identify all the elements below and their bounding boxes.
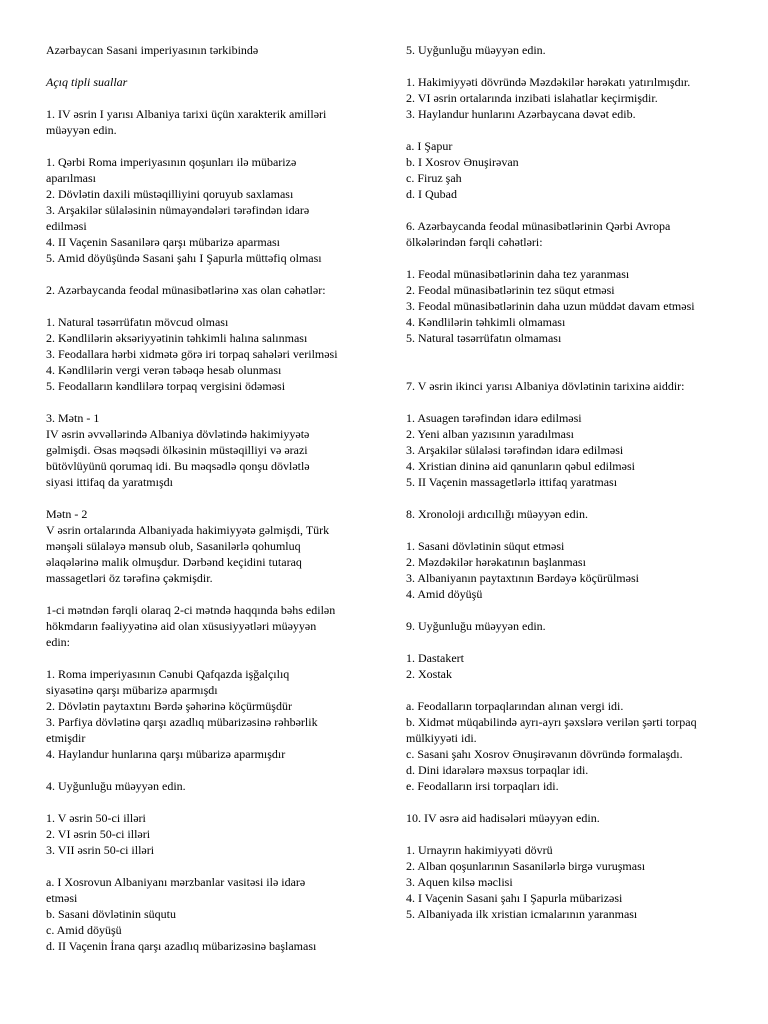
text-line: c. Amid döyüşü [46,923,122,937]
text-line: a. Feodalların torpaqlarından alınan vergi idi. [406,699,624,713]
text-line: c. Firuz şah [406,171,462,185]
text-block [46,314,366,394]
text-block [406,810,732,826]
text-line: 3. Mətn - 1 [46,411,100,425]
right-column [406,42,732,938]
text-line: 4. II Vaçenin Sasanilərə qarşı mübarizə aparması [46,235,281,249]
text-line: 1. IV əsrin I yarısı Albaniya tarixi üçün xarakterik amilləri [46,107,327,121]
text-line: 4. Kəndlilərin təhkimli olmaması [406,315,566,329]
text-line: 3. Feodallara hərbi xidmətə görə iri torpaq sahələri verilməsi [46,347,338,361]
text-block [46,666,366,762]
text-line: 3. VII əsrin 50-ci illəri [46,843,155,857]
text-line: bütövlüyünü qorumaq idi. Bu məqsədlə qonşu dövlətlə [46,459,310,473]
text-block [406,410,732,490]
text-line: 1. Feodal münasibətlərinin daha tez yaranması [406,267,630,281]
text-line: 1. V əsrin 50-ci illəri [46,811,146,825]
text-line: müəyyən edin. [46,123,117,137]
text-block [406,378,732,394]
text-line: b. I Xosrov Ənuşirəvan [406,155,519,169]
text-line: 1. Roma imperiyasının Cənubi Qafqazda işğalçılıq [46,667,290,681]
text-line: 2. Feodal münasibətlərinin tez süqut etməsi [406,283,615,297]
text-line: massagetləri öz tərəfinə çəkmişdir. [46,571,213,585]
text-block [46,410,366,490]
text-line: 4. Xristian dininə aid qanunların qəbul edilməsi [406,459,635,473]
text-line: 3. Feodal münasibətlərinin daha uzun müddət davam etməsi [406,299,695,313]
text-line: 3. Albaniyanın paytaxtının Bərdəyə köçürülməsi [406,571,639,585]
text-line: 5. II Vaçenin massagetlərlə ittifaq yaratması [406,475,618,489]
text-line: a. I Şapur [406,139,453,153]
text-line: 4. Kəndlilərin vergi verən təbəqə hesab olunması [46,363,282,377]
text-line: əlaqələrinə malik olmuşdur. Dərbənd keçidini tutaraq [46,555,302,569]
text-line: b. Sasani dövlətinin süqutu [46,907,176,921]
text-block [46,810,366,858]
text-line: Mətn - 2 [46,507,88,521]
text-line: 1. Urnayrın hakimiyyəti dövrü [406,843,553,857]
text-line: 2. Kəndlilərin əksəriyyətinin təhkimli halına salınması [46,331,308,345]
text-line: siyasətinə qarşı mübarizə aparmışdı [46,683,218,697]
text-line: etməsi [46,891,78,905]
text-line: 4. Haylandur hunlarına qarşı mübarizə aparmışdır [46,747,286,761]
text-line: 5. Uyğunluğu müəyyən edin. [406,43,546,57]
text-line: 1. Sasani dövlətinin süqut etməsi [406,539,565,553]
text-block [46,106,366,138]
text-block [406,74,732,122]
text-block [406,538,732,602]
text-line: mənşəli sülaləyə mənsub olub, Sasanilərlə qohumluq [46,539,301,553]
text-block [406,618,732,634]
text-line: e. Feodalların irsi torpaqları idi. [406,779,559,793]
text-line: V əsrin ortalarında Albaniyada hakimiyyətə gəlmişdi, Türk [46,523,330,537]
text-block [406,42,732,58]
text-line: 10. IV əsrə aid hadisələri müəyyən edin. [406,811,600,825]
text-line: 9. Uyğunluğu müəyyən edin. [406,619,546,633]
text-line: 1. Hakimiyyəti dövründə Məzdəkilər hərəkatı yatırılmışdır. [406,75,691,89]
text-line: 3. Arşakilər sülaləsi tərəfindən idarə edilməsi [406,443,624,457]
text-line: hökmdarın fəaliyyətinə aid olan xüsusiyyətləri müəyyən [46,619,317,633]
text-line: Azərbaycan Sasani imperiyasının tərkibində [46,43,259,57]
text-line: mülkiyyəti idi. [406,731,477,745]
text-line: edin: [46,635,70,649]
text-block [406,266,732,346]
text-block [46,42,366,58]
text-line: 2. Dövlətin paytaxtını Bərdə şəhərinə köçürmüşdür [46,699,292,713]
text-block [406,138,732,202]
text-line: aparılması [46,171,96,185]
text-line: 5. Natural təsərrüfatın olmaması [406,331,562,345]
text-line: 7. V əsrin ikinci yarısı Albaniya dövlətinin tarixinə aiddir: [406,379,685,393]
text-line: Açıq tipli suallar [46,75,128,89]
text-line: 1. Dastakert [406,651,464,665]
text-line: 2. Alban qoşunlarının Sasanilərlə birgə vuruşması [406,859,646,873]
text-line: 1. Qərbi Roma imperiyasının qoşunları ilə mübarizə [46,155,297,169]
text-line: 6. Azərbaycanda feodal münasibətlərinin Qərbi Avropa [406,219,671,233]
text-line: 3. Arşakilər sülaləsinin nümayəndələri tərəfindən idarə [46,203,310,217]
text-line: etmişdir [46,731,86,745]
text-block [46,282,366,298]
text-line: 2. Azərbaycanda feodal münasibətlərinə xas olan cəhətlər: [46,283,326,297]
text-block [406,842,732,922]
text-line: ölkələrindən fərqli cəhətləri: [406,235,543,249]
text-block [406,650,732,682]
text-line: 4. Amid döyüşü [406,587,483,601]
left-column [46,42,366,970]
text-line: 1. Asuagen tərəfindən idarə edilməsi [406,411,582,425]
text-line: siyasi ittifaq da yaratmışdı [46,475,173,489]
text-line: edilməsi [46,219,87,233]
text-line: 1-ci mətndən fərqli olaraq 2-ci mətndə haqqında bəhs edilən [46,603,336,617]
text-line: c. Sasani şahı Xosrov Ənuşirəvanın dövründə formalaşdı. [406,747,683,761]
text-line: d. II Vaçenin İrana qarşı azadlıq mübarizəsinə başlaması [46,939,317,953]
text-line: 2. VI əsrin 50-ci illəri [46,827,151,841]
text-line: 1. Natural təsərrüfatın mövcud olması [46,315,229,329]
text-line: 5. Albaniyada ilk xristian icmalarının yaranması [406,907,638,921]
text-line: 2. VI əsrin ortalarında inzibati islahatlar keçirmişdir. [406,91,658,105]
text-line: a. I Xosrovun Albaniyanı mərzbanlar vasitəsi ilə idarə [46,875,306,889]
text-line: 8. Xronoloji ardıcıllığı müəyyən edin. [406,507,588,521]
text-block [406,698,732,794]
text-block [46,74,366,90]
text-line: IV əsrin əvvəllərində Albaniya dövlətində hakimiyyətə [46,427,310,441]
text-line: 2. Dövlətin daxili müstəqilliyini qoruyub saxlaması [46,187,294,201]
spacer [406,362,732,378]
text-line: 2. Məzdəkilər hərəkatının başlanması [406,555,586,569]
text-block [46,506,366,586]
text-line: 2. Xostak [406,667,452,681]
text-line: 3. Parfiya dövlətinə qarşı azadlıq mübarizəsinə rəhbərlik [46,715,318,729]
text-line: 4. Uyğunluğu müəyyən edin. [46,779,186,793]
text-line: 3. Haylandur hunlarını Azərbaycana dəvət edib. [406,107,636,121]
text-line: d. I Qubad [406,187,457,201]
text-block [46,154,366,266]
text-line: b. Xidmət müqabilində ayrı-ayrı şəxslərə verilən şərti torpaq [406,715,697,729]
text-line: 3. Aquen kilsə məclisi [406,875,513,889]
text-block [46,874,366,954]
text-line: d. Dini idarələrə məxsus torpaqlar idi. [406,763,589,777]
text-line: 5. Amid döyüşündə Sasani şahı I Şapurla müttəfiq olması [46,251,322,265]
text-line: gəlmişdi. Əsas məqsədi ölkəsinin müstəqilliyi və ərazi [46,443,308,457]
text-line: 4. I Vaçenin Sasani şahı I Şapurla mübarizəsi [406,891,623,905]
text-block [406,218,732,250]
text-block [406,506,732,522]
text-line: 5. Feodalların kəndlilərə torpaq vergisini ödəməsi [46,379,286,393]
text-line: 2. Yeni alban yazısının yaradılması [406,427,574,441]
text-block [46,778,366,794]
text-block [46,602,366,650]
